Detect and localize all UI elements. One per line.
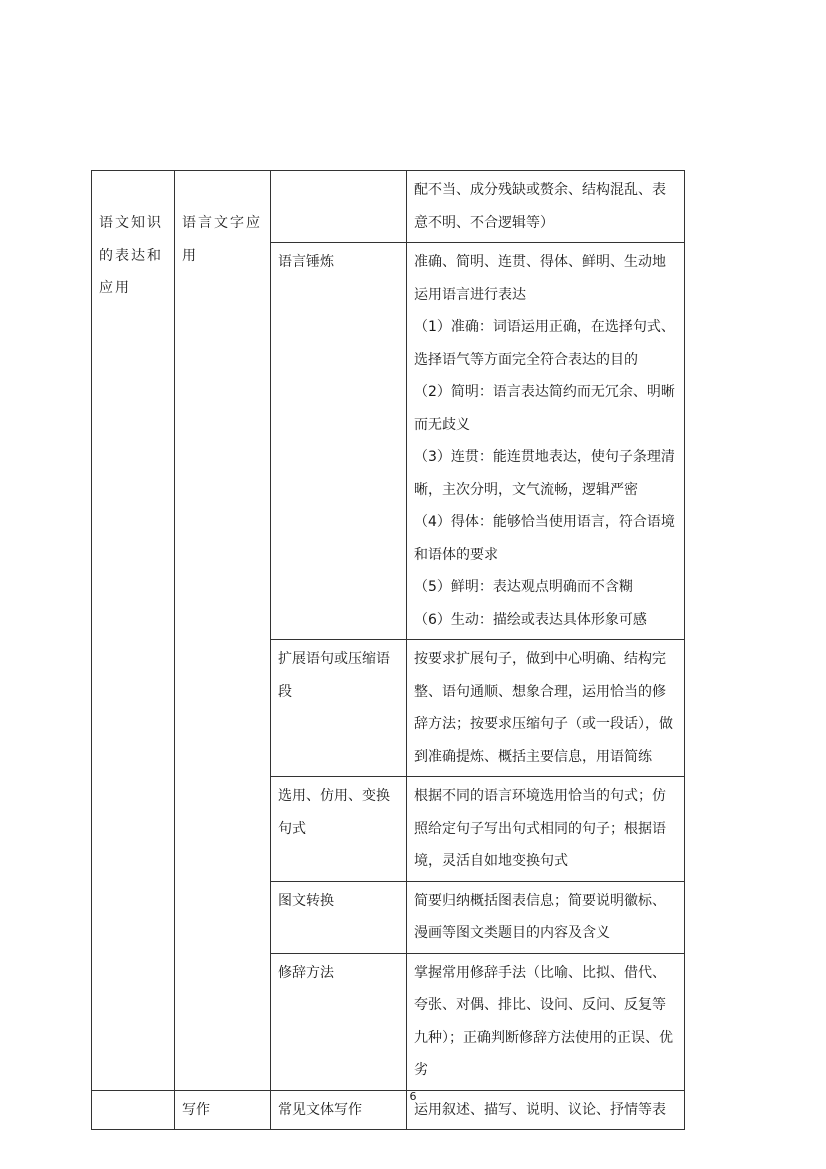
subcategory-cell (175, 171, 271, 1091)
description-cell (407, 171, 685, 243)
description-text: 掌握常用修辞手法（比喻、比拟、借代、夸张、对偶、排比、设问、反问、反复等九种）；正确判断修辞方法使用的正误、优劣 (414, 964, 673, 1078)
description-cell (407, 243, 685, 640)
description-text: 按要求扩展句子，做到中心明确、结构完整、语句通顺、想象合理，运用恰当的修辞方法；按要求压缩句子（或一段话），做到准确提炼、概括主要信息，用语简练 (414, 651, 673, 765)
curriculum-table (91, 170, 685, 1130)
description-text: （6）生动：描绘或表达具体形象可感 (414, 611, 647, 628)
topic-label: 扩展语句或压缩语段 (278, 651, 390, 700)
topic-label: 修辞方法 (278, 964, 334, 981)
topic-cell (271, 777, 407, 882)
description-text: （2）简明：语言表达简约而无冗余、明晰而无歧义 (414, 384, 675, 433)
description-cell (407, 953, 685, 1090)
topic-cell (271, 881, 407, 953)
description-text: 根据不同的语言环境选用恰当的句式；仿照给定句子写出句式相同的句子；根据语境，灵活自如地变换句式 (414, 788, 666, 869)
topic-label: 语言锤炼 (278, 254, 334, 270)
description-text: （4）得体：能够恰当使用语言，符合语境和语体的要求 (414, 514, 675, 563)
subcategory-label: 语言文字应用 (182, 215, 262, 264)
description-text: （3）连贯：能连贯地表达，使句子条理清晰，主次分明，文气流畅，逻辑严密 (414, 449, 675, 498)
topic-cell (271, 243, 407, 640)
topic-label: 图文转换 (278, 892, 334, 909)
description-text: （5）鲜明：表达观点明确而不含糊 (414, 579, 633, 595)
topic-cell (271, 171, 407, 243)
description-text: 运用叙述、描写、说明、议论、抒情等表 (414, 1101, 666, 1118)
page-number: 6 (409, 1090, 417, 1103)
description-text: 准确、简明、连贯、得体、鲜明、生动地运用语言进行表达 (414, 254, 666, 303)
description-cell (407, 640, 685, 777)
topic-cell (271, 640, 407, 777)
description-cell (407, 777, 685, 882)
category-cell (92, 171, 175, 1091)
description-text: 简要归纳概括图表信息；简要说明徽标、漫画等图文类题目的内容及含义 (414, 892, 666, 941)
description-cell (407, 881, 685, 953)
topic-label: 常见文体写作 (278, 1101, 362, 1118)
table-row (92, 171, 685, 243)
description-text: （1）准确：词语运用正确，在选择句式、选择语气等方面完全符合表达的目的 (414, 319, 675, 368)
topic-cell (271, 953, 407, 1090)
topic-label: 选用、仿用、变换句式 (278, 788, 390, 837)
description-text: 配不当、成分残缺或赘余、结构混乱、表意不明、不合逻辑等） (414, 182, 666, 231)
subcategory-label: 写作 (182, 1101, 210, 1118)
category-label: 语文知识的表达和应用 (99, 215, 163, 296)
